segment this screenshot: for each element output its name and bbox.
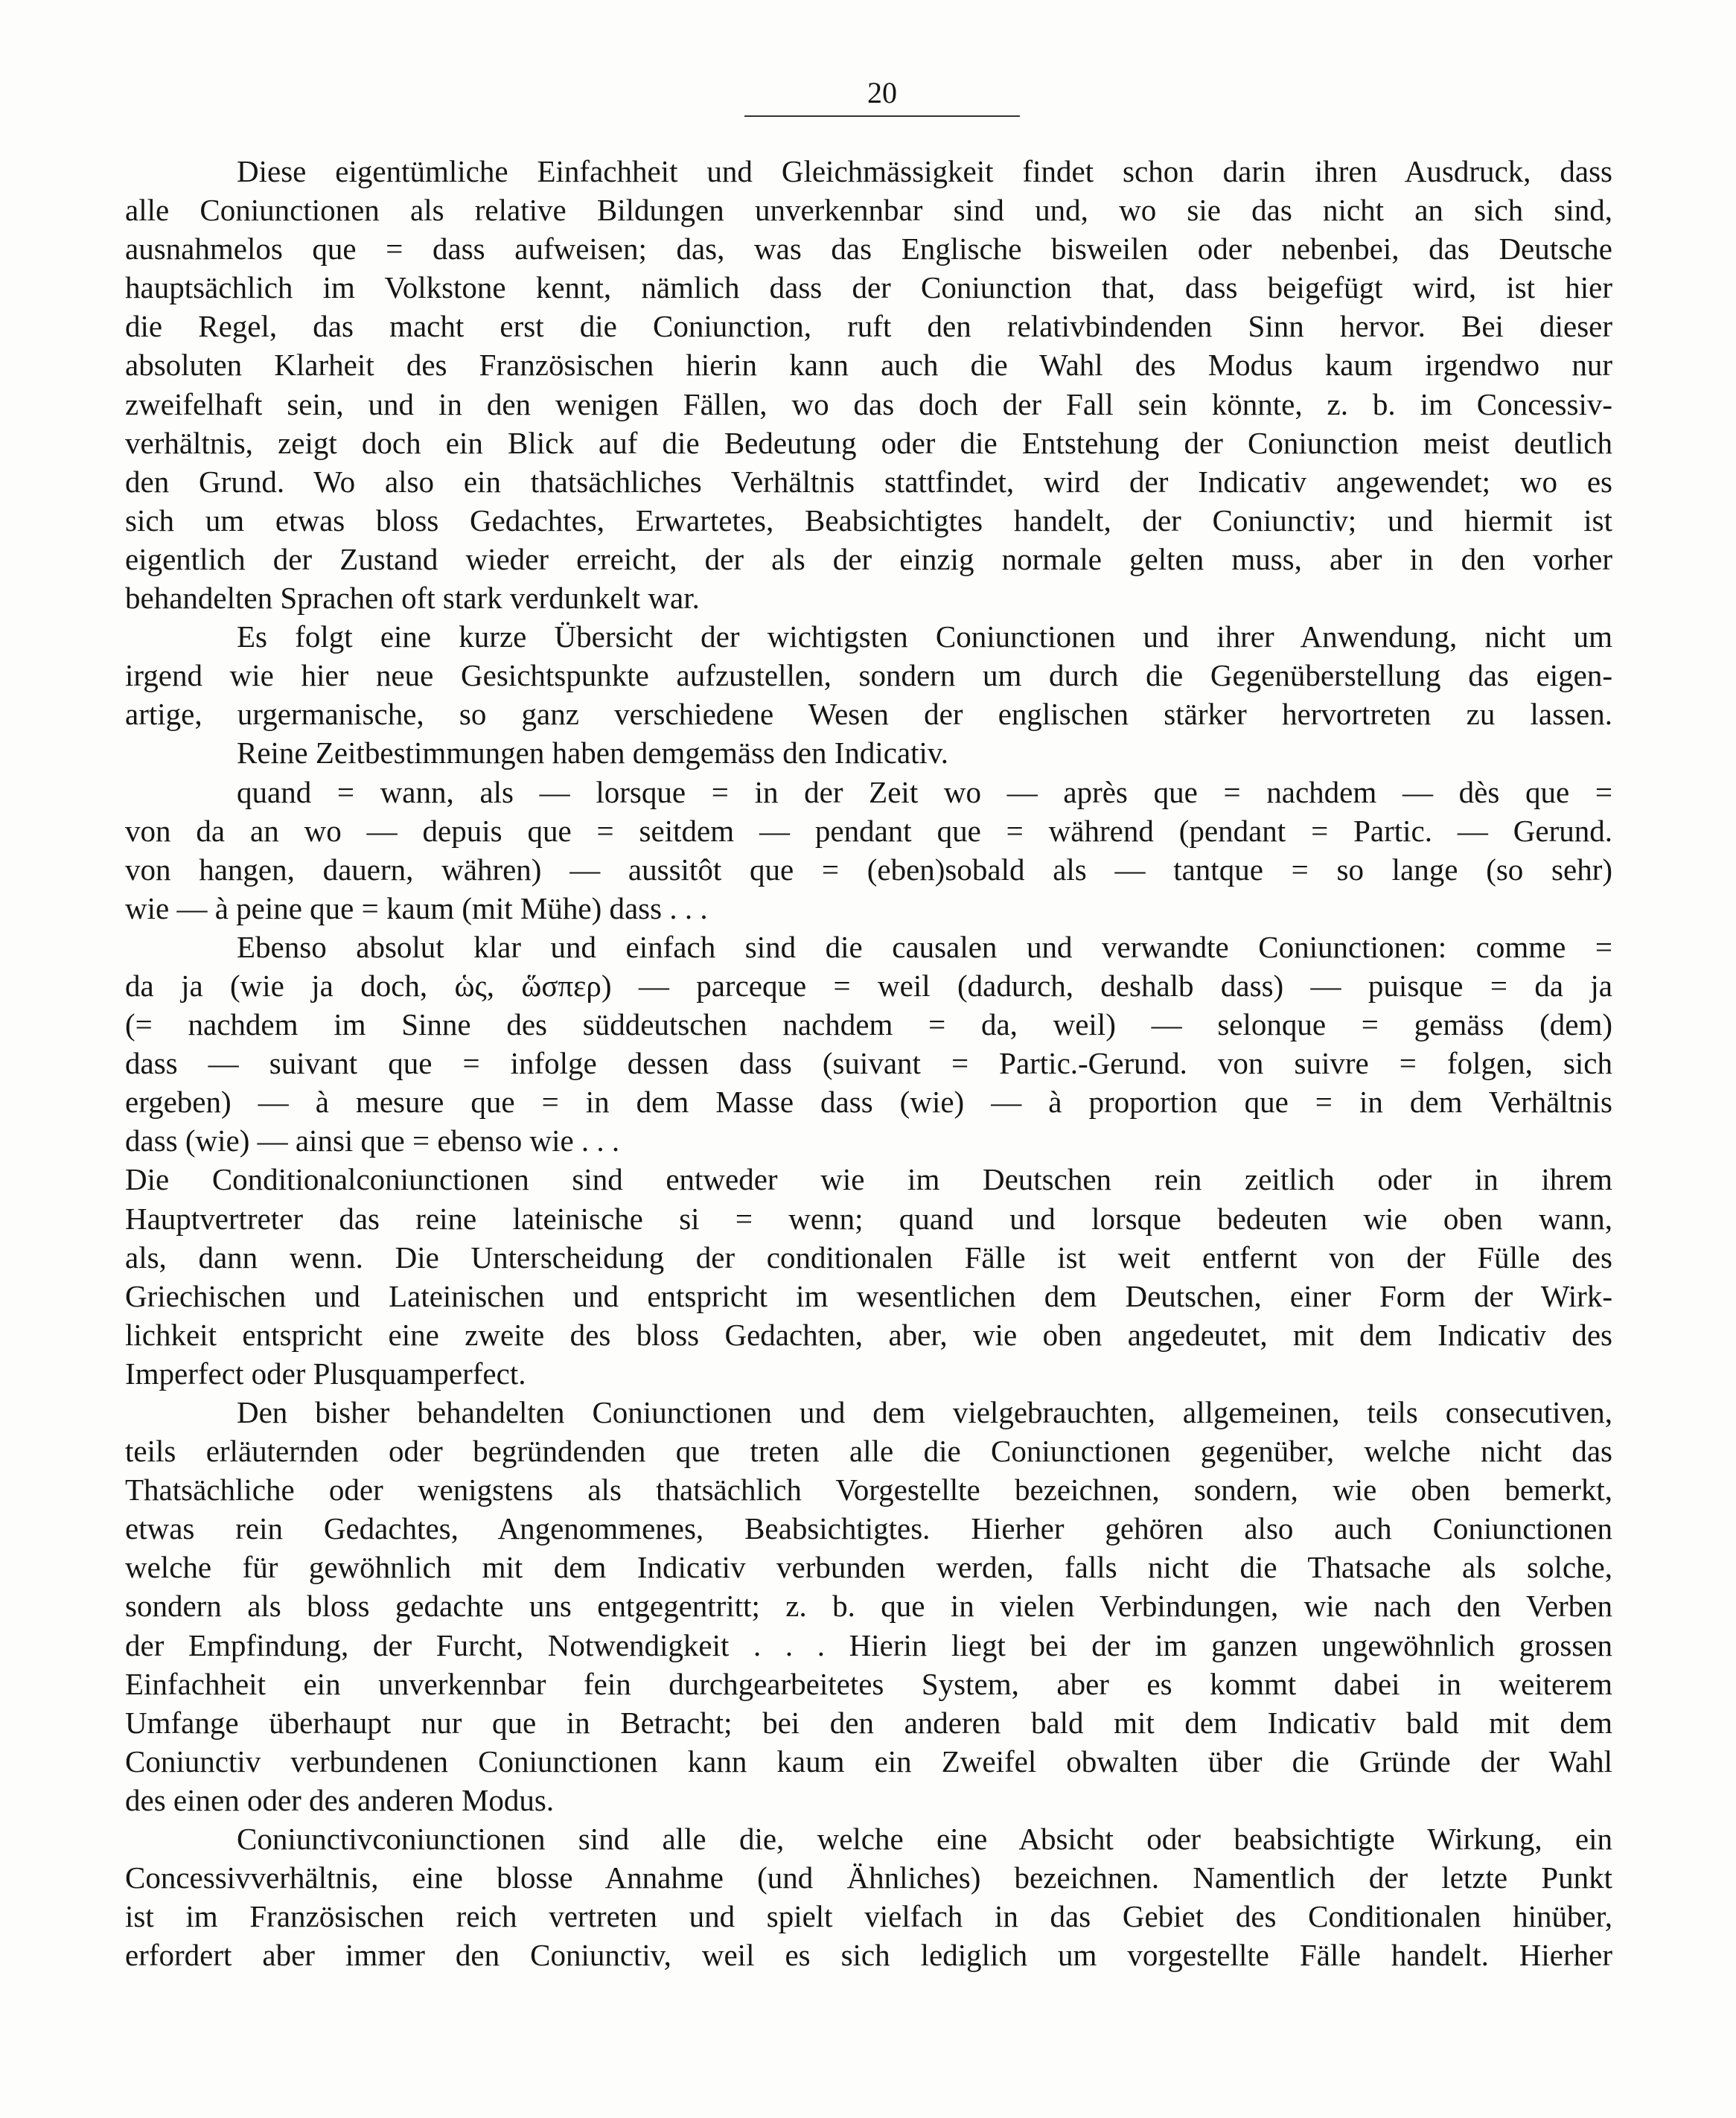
text-line: (= nachdem im Sinne des süddeutschen nachdem = da, weil) — selonque = gemäss (dem) (125, 1007, 1612, 1042)
text-line: behandelten Sprachen oft stark verdunkelt war. (125, 581, 700, 616)
text-line: Coniunctivconiunctionen sind alle die, welche eine Absicht oder beabsichtigte Wirkung, ein (237, 1822, 1612, 1857)
text-line: dass (wie) — ainsi que = ebenso wie . . . (125, 1123, 620, 1158)
text-line: Den bisher behandelten Coniunctionen und dem vielgebrauchten, allgemeinen, teils consecutiven, (237, 1395, 1612, 1429)
body-text (125, 152, 1612, 1974)
text-line: Concessivverhältnis, eine blosse Annahme (und Ähnliches) bezeichnen. Namentlich der letzte Punkt (125, 1860, 1612, 1895)
text-line: Einfachheit ein unverkennbar fein durchgearbeitetes System, aber es kommt dabei in weiterem (125, 1666, 1612, 1701)
text-line: da ja (wie ja doch, ὡς, ὥσπερ) — parceque = weil (dadurch, deshalb dass) — puisque = da ja (125, 968, 1612, 1003)
text-line: absoluten Klarheit des Französischen hierin kann auch die Wahl des Modus kaum irgendwo nur (125, 348, 1612, 383)
text-line: als, dann wenn. Die Unterscheidung der conditionalen Fälle ist weit entfernt von der Fülle des (125, 1240, 1612, 1275)
text-line: Diese eigentümliche Einfachheit und Gleichmässigkeit findet schon darin ihren Ausdruck, dass (237, 154, 1612, 188)
text-line: die Regel, das macht erst die Coniunction, ruft den relativbindenden Sinn hervor. Bei dieser (125, 309, 1612, 344)
text-line: hauptsächlich im Volkstone kennt, nämlich dass der Coniunction that, dass beigefügt wird, ist hier (125, 270, 1612, 305)
text-line: der Empfindung, der Furcht, Notwendigkeit . . . Hierin liegt bei der im ganzen ungewöhnlich grossen (125, 1627, 1612, 1662)
text-line: des einen oder des anderen Modus. (125, 1782, 555, 1817)
text-line: Imperfect oder Plusquamperfect. (125, 1356, 526, 1391)
text-line: von da an wo — depuis que = seitdem — pendant que = während (pendant = Partic. — Gerund. (125, 813, 1612, 848)
text-line: alle Coniunctionen als relative Bildungen unverkennbar sind und, wo sie das nicht an sich sind, (125, 193, 1612, 228)
text-line: lichkeit entspricht eine zweite des bloss Gedachten, aber, wie oben angedeutet, mit dem Indicativ des (125, 1317, 1612, 1352)
text-line: zweifelhaft sein, und in den wenigen Fällen, wo das doch der Fall sein könnte, z. b. im Concessiv- (125, 386, 1612, 421)
text-line: sich um etwas bloss Gedachtes, Erwartetes, Beabsichtigtes handelt, der Coniunctiv; und hiermit ist (125, 503, 1612, 538)
text-line: Ebenso absolut klar und einfach sind die causalen und verwandte Coniunctionen: comme = (237, 929, 1612, 964)
text-line: ausnahmelos que = dass aufweisen; das, was das Englische bisweilen oder nebenbei, das Deutsche (125, 232, 1612, 267)
text-line: Griechischen und Lateinischen und entspricht im wesentlichen dem Deutschen, einer Form der Wirk- (125, 1278, 1612, 1313)
text-line: Hauptvertreter das reine lateinische si = wenn; quand und lorsque bedeuten wie oben wann, (125, 1201, 1612, 1236)
text-line: teils erläuternden oder begründenden que treten alle die Coniunctionen gegenüber, welche nicht das (125, 1434, 1612, 1469)
text-line: Es folgt eine kurze Übersicht der wichtigsten Coniunctionen und ihrer Anwendung, nicht um (237, 619, 1612, 654)
text-line: sondern als bloss gedachte uns entgegentritt; z. b. que in vielen Verbindungen, wie nach den Verben (125, 1589, 1612, 1624)
text-line: welche für gewöhnlich mit dem Indicativ verbunden werden, falls nicht die Thatsache als solche, (125, 1550, 1612, 1585)
text-line: ergeben) — à mesure que = in dem Masse dass (wie) — à proportion que = in dem Verhältnis (125, 1085, 1612, 1120)
text-line: verhältnis, zeigt doch ein Blick auf die Bedeutung oder die Entstehung der Coniunction meist deutlich (125, 425, 1612, 460)
text-line: dass — suivant que = infolge dessen dass (suivant = Partic.-Gerund. von suivre = folgen, sich (125, 1046, 1612, 1081)
header-rule (744, 115, 1020, 117)
text-line: den Grund. Wo also ein thatsächliches Verhältnis stattfindet, wird der Indicativ angewendet; wo es (125, 464, 1612, 499)
text-line: Umfange überhaupt nur que in Betracht; bei den anderen bald mit dem Indicativ bald mit dem (125, 1705, 1612, 1740)
text-line: erfordert aber immer den Coniunctiv, weil es sich lediglich um vorgestellte Fälle handelt. Hierher (125, 1938, 1612, 1973)
text-line: irgend wie hier neue Gesichtspunkte aufzustellen, sondern um durch die Gegenüberstellung das eigen- (125, 658, 1612, 693)
text-line: eigentlich der Zustand wieder erreicht, der als der einzig normale gelten muss, aber in den vorher (125, 541, 1612, 576)
text-line: Coniunctiv verbundenen Coniunctionen kann kaum ein Zweifel obwalten über die Gründe der Wahl (125, 1744, 1612, 1779)
text-line: von hangen, dauern, währen) — aussitôt que = (eben)sobald als — tantque = so lange (so sehr) (125, 852, 1612, 887)
text-line: Die Conditionalconiunctionen sind entweder wie im Deutschen rein zeitlich oder in ihrem (125, 1162, 1612, 1197)
text-line: ist im Französischen reich vertreten und spielt vielfach in das Gebiet des Conditionalen hinüber, (125, 1899, 1612, 1934)
text-line: quand = wann, als — lorsque = in der Zeit wo — après que = nachdem — dès que = (237, 774, 1612, 809)
text-line: artige, urgermanische, so ganz verschiedene Wesen der englischen stärker hervortreten zu lassen. (125, 697, 1612, 732)
text-line: wie — à peine que = kaum (mit Mühe) dass . . . (125, 890, 708, 925)
page-number: 20 (867, 76, 897, 109)
text-line: etwas rein Gedachtes, Angenommenes, Beabsichtigtes. Hierher gehören also auch Coniunctionen (125, 1511, 1612, 1546)
text-line: Thatsächliche oder wenigstens als thatsächlich Vorgestellte bezeichnen, sondern, wie oben bemerkt, (125, 1473, 1612, 1508)
text-line: Reine Zeitbestimmungen haben demgemäss den Indicativ. (237, 736, 949, 771)
